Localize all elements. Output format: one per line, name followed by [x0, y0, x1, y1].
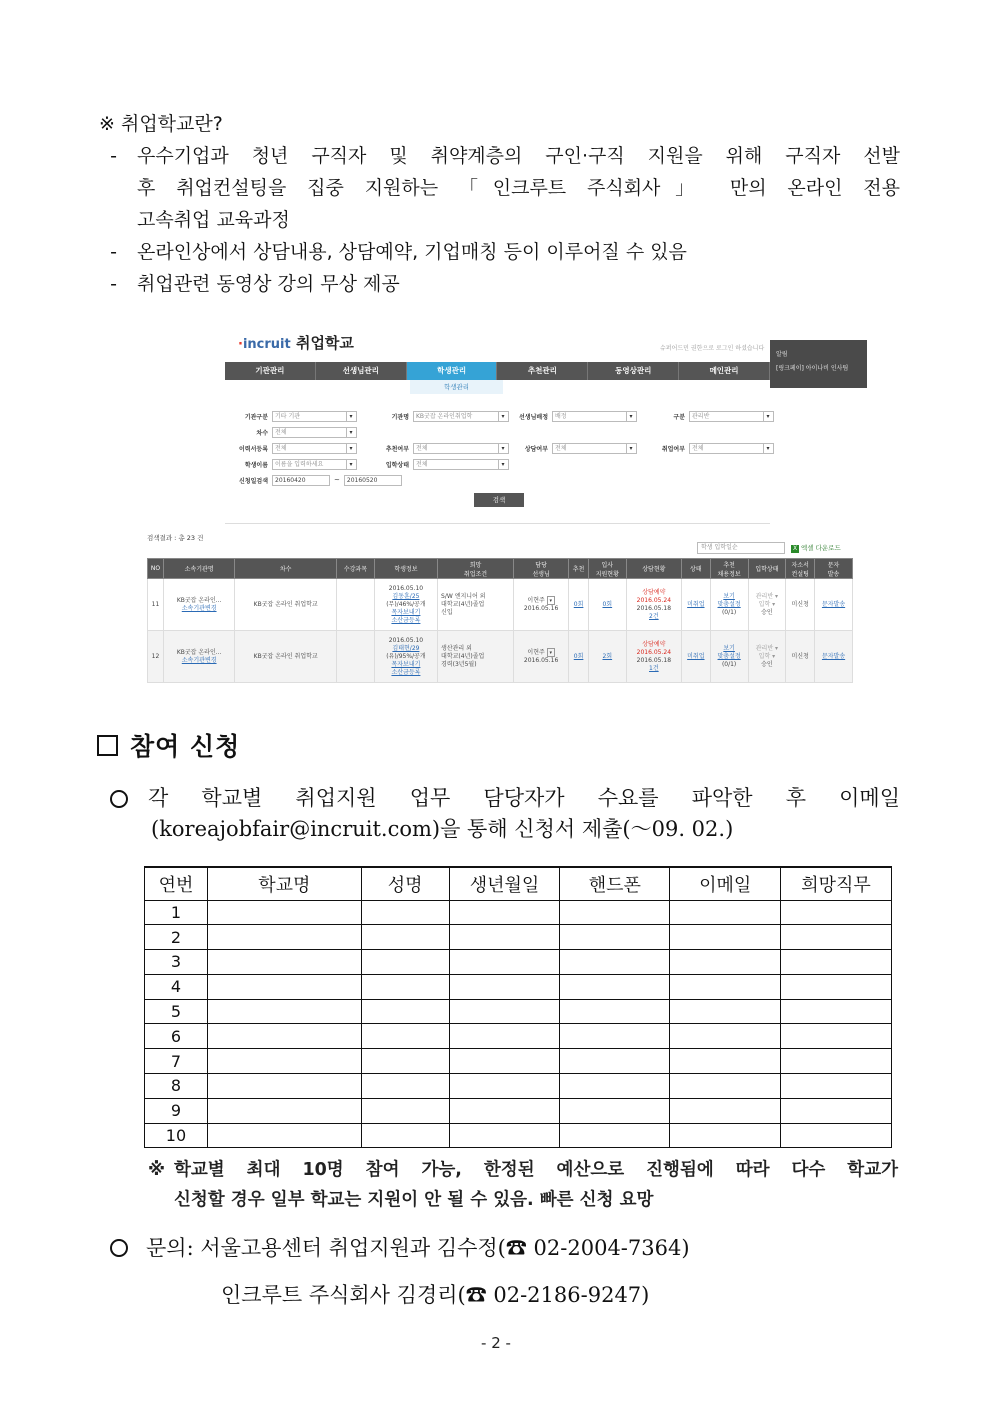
grid-col-header: 문자 발송	[815, 559, 853, 579]
table-row	[148, 579, 853, 631]
blank-cell[interactable]	[781, 900, 892, 925]
contact-block: 문의: 서울고용센터 취업지원과 김수정(☎ 02-2004-7364) 인크루트 주식회사 김경리(☎ 02-2186-9247)	[110, 1232, 890, 1311]
table-row	[145, 1098, 892, 1123]
table-row	[145, 925, 892, 950]
login-note: 슈퍼어드민 권한으로 로그인 하셨습니다	[660, 345, 765, 352]
blank-cell[interactable]	[207, 1049, 361, 1074]
table-cell	[588, 579, 626, 631]
blank-cell[interactable]	[361, 925, 449, 950]
incruit-logo: ·incruit 취업학교	[238, 334, 354, 352]
table-cell: KB굿잡 온라인 취업학교	[235, 579, 337, 631]
blank-cell[interactable]	[781, 1024, 892, 1049]
nav-item-active[interactable]: 학생관리	[407, 362, 498, 380]
table-cell: 관리반 ▾ 입학 ▾ 승인	[748, 579, 786, 631]
table-cell: 관리반 ▾ 입학 ▾ 승인	[748, 631, 786, 683]
table-row	[145, 1049, 892, 1074]
blank-cell[interactable]	[449, 1098, 560, 1123]
table-cell	[815, 631, 853, 683]
resume-select[interactable]: 전체 ▾	[272, 443, 357, 454]
blank-cell[interactable]	[781, 1098, 892, 1123]
table-cell	[588, 631, 626, 683]
blank-cell[interactable]	[207, 1074, 361, 1099]
blank-cell[interactable]	[449, 1123, 560, 1148]
table-cell: KB굿잡 온라인 취업학교	[235, 631, 337, 683]
grid-col-header: 차수	[235, 559, 337, 579]
intro-bullet: - 취업관련 동영상 강의 무상 제공	[110, 273, 400, 295]
recommend-count-link[interactable]: 0회	[573, 600, 584, 608]
status-link[interactable]: 미취업	[687, 652, 705, 660]
chevron-down-icon[interactable]: ▾	[547, 648, 555, 657]
blank-cell[interactable]	[560, 925, 670, 950]
blank-cell[interactable]	[361, 1098, 449, 1123]
excel-icon: X	[792, 545, 798, 552]
divider	[225, 523, 770, 524]
nav-item[interactable]: 선생님관리	[316, 362, 407, 380]
blank-cell[interactable]	[560, 974, 670, 999]
apply-col-header: 핸드폰	[560, 867, 670, 900]
blank-cell[interactable]	[449, 950, 560, 975]
main-nav	[225, 362, 770, 380]
student-name-input[interactable]: 이름을 입력하세요 ▾	[272, 459, 357, 470]
sms-link[interactable]: 문자발송	[821, 600, 846, 608]
blank-cell[interactable]	[207, 950, 361, 975]
table-cell: KB굿잡 온라인... 소속기관변경	[163, 631, 234, 683]
table-cell	[681, 579, 710, 631]
grid-col-header: 학생정보	[374, 559, 437, 579]
grid-col-header: 상태	[681, 559, 710, 579]
intro-bullet: - 우수기업과 청년 구직자 및 취약계층의 구인·구직 지원을 위해 구직자 선발	[110, 145, 900, 167]
view-link[interactable]: 보기	[723, 592, 735, 600]
send-link[interactable]: 목자보내기	[391, 608, 421, 616]
table-row	[145, 950, 892, 975]
consult-count-link[interactable]: 1건	[649, 664, 659, 672]
subnav-item[interactable]: 학생관리	[410, 380, 503, 394]
alert-box: 알림 [링크페이] 아이나비 인사팀	[770, 340, 867, 388]
grid-col-header: NO	[148, 559, 164, 579]
send-link[interactable]: 목자보내기	[391, 660, 421, 668]
table-cell: 보기 맞춤설정 (0/1)	[710, 579, 748, 631]
nav-item[interactable]: 추천관리	[497, 362, 588, 380]
nav-item[interactable]: 기관관리	[225, 362, 316, 380]
table-cell	[681, 631, 710, 683]
blank-cell[interactable]	[449, 1024, 560, 1049]
blank-cell[interactable]	[670, 999, 781, 1024]
date-to-input[interactable]: 20160520	[344, 475, 402, 486]
search-button[interactable]: 검색	[474, 493, 524, 507]
grid-col-header: 담당 선생님	[513, 559, 568, 579]
chevron-down-icon[interactable]: ▾	[547, 596, 555, 605]
table-cell: 생산관리 외 대학교(4년)졸업 경력(3년5월)	[438, 631, 514, 683]
blank-cell[interactable]	[207, 999, 361, 1024]
blank-cell[interactable]	[449, 1074, 560, 1099]
embedded-screenshot	[145, 330, 867, 692]
page-number: - 2 -	[481, 1334, 511, 1352]
grid-col-header: 희망 취업조건	[438, 559, 514, 579]
match-setting-link[interactable]: 맞춤설정	[717, 652, 741, 660]
intro-block: ※ 취업학교란? - 우수기업과 청년 구직자 및 취약계층의 구인·구직 지원을 위해 구직자 선발 후 취업컨설팅을 집중 지원하는 「인크루트 주식회사」 만의 온라인 전용 고속취업 교육과정 - 온라인상에서 상담내용, 상담예약, 기업매칭 등이 이루어질 수 있음 - 취업관련 동영상 강의 무상 제공	[95, 108, 900, 300]
enroll-status-select[interactable]: 입학 ▾	[758, 600, 776, 608]
enroll-status-select[interactable]: 입학 ▾	[758, 652, 776, 660]
table-cell	[337, 631, 375, 683]
enroll-select[interactable]: 전체 ▾	[413, 459, 509, 470]
view-link[interactable]: 보기	[723, 644, 735, 652]
table-cell: S/W 엔지니어 외 대학교(4년)졸업 신입	[438, 579, 514, 631]
section-title: 참여 신청	[97, 727, 240, 763]
employ-select[interactable]: 전체 ▾	[689, 443, 774, 454]
table-row	[145, 974, 892, 999]
blank-cell[interactable]	[670, 1074, 781, 1099]
grid-col-header: 입학상태	[748, 559, 786, 579]
blank-cell[interactable]	[560, 1098, 670, 1123]
grid-col-header: 상담현황	[626, 559, 681, 579]
student-name-link[interactable]: 김동훈/25	[392, 592, 420, 600]
table-row	[148, 631, 853, 683]
row-number-cell: 8	[145, 1074, 208, 1099]
row-number-cell: 1	[145, 900, 208, 925]
table-cell: 상담예약 2016.05.24 2016.05.18 1건	[626, 631, 681, 683]
table-row	[145, 1024, 892, 1049]
blank-cell[interactable]	[449, 1049, 560, 1074]
blank-cell[interactable]	[361, 1074, 449, 1099]
apply-count-link[interactable]: 2회	[602, 652, 613, 660]
student-name-link[interactable]: 김태현/29	[392, 644, 420, 652]
note-block: ※ 학교별 최대 10명 참여 가능, 한정된 예산으로 진행됨에 따라 다수 학교가 신청할 경우 일부 학교는 지원이 안 될 수 있음. 빠른 신청 요망	[148, 1160, 898, 1210]
blank-cell[interactable]	[560, 1123, 670, 1148]
blank-cell[interactable]	[449, 900, 560, 925]
table-cell: 보기 맞춤설정 (0/1)	[710, 631, 748, 683]
table-cell	[815, 579, 853, 631]
blank-cell[interactable]	[449, 974, 560, 999]
blank-cell[interactable]	[361, 1123, 449, 1148]
blank-cell[interactable]	[781, 974, 892, 999]
blank-cell[interactable]	[449, 999, 560, 1024]
row-number-cell: 5	[145, 999, 208, 1024]
blank-cell[interactable]	[207, 925, 361, 950]
org-type-select[interactable]: 기타 기관 ▾	[272, 411, 357, 422]
table-cell: 미신청	[786, 631, 815, 683]
blank-cell[interactable]	[361, 950, 449, 975]
apply-col-header: 이메일	[670, 867, 781, 900]
blank-cell[interactable]	[361, 999, 449, 1024]
type-select[interactable]: 관리반 ▾	[689, 411, 774, 422]
blank-cell[interactable]	[207, 1024, 361, 1049]
application-table	[144, 866, 892, 1148]
blank-cell[interactable]	[781, 950, 892, 975]
blank-cell[interactable]	[560, 950, 670, 975]
section-body: 각 학교별 취업지원 업무 담당자가 수요를 파악한 후 이메일 (koreajobfair@incruit.com)을 통해 신청서 제출(～09. 02.)	[110, 783, 900, 845]
blank-cell[interactable]	[361, 1024, 449, 1049]
table-row	[145, 900, 892, 925]
blank-cell[interactable]	[560, 1074, 670, 1099]
nav-item[interactable]: 메인관리	[679, 362, 770, 380]
excel-download-button[interactable]: X 엑셀 다운로드	[792, 544, 841, 552]
circle-bullet-icon	[110, 790, 128, 808]
register-link[interactable]: 소산금등록	[391, 616, 421, 624]
intro-heading: ※ 취업학교란?	[99, 113, 223, 135]
blank-cell[interactable]	[560, 999, 670, 1024]
grid-col-header: 수강과목	[337, 559, 375, 579]
round-select[interactable]: 전체 ▾	[272, 427, 357, 438]
status-link[interactable]: 미취업	[687, 600, 705, 608]
org-change-link[interactable]: 소속기관변경	[181, 604, 217, 612]
blank-cell[interactable]	[207, 1098, 361, 1123]
table-cell	[569, 631, 589, 683]
student-table	[147, 558, 853, 683]
apply-col-header: 희망직무	[781, 867, 892, 900]
filter-panel: 기관구분 기타 기관 ▾ 기관명 KB굿잡 온라인취업학 ▾ 선생님배정 배정 ▾ 구분 관리반 ▾ 차수 전체 ▾ 이력서등록 전체 ▾ 추천여부 전체 ▾ 상담여부 전체 ▾ 취업여부 전체 ▾ 학생이름 이름을 입력하세요 ▾ 입학상태 전체 ▾ 신청일검색 20160420 ~ 20160520	[229, 408, 789, 488]
blank-cell[interactable]	[670, 1024, 781, 1049]
org-name-select[interactable]: KB굿잡 온라인취업학 ▾	[413, 411, 509, 422]
blank-cell[interactable]	[670, 900, 781, 925]
grid-col-header: 입사 지원현황	[588, 559, 626, 579]
grid-col-header: 추천	[569, 559, 589, 579]
blank-cell[interactable]	[560, 1049, 670, 1074]
result-count: 검색결과 : 총 23 건	[147, 534, 204, 542]
table-cell: 이현주 ▾ 2016.05.16	[513, 631, 568, 683]
grid-col-header: 소속기관명	[163, 559, 234, 579]
blank-cell[interactable]	[207, 1123, 361, 1148]
blank-cell[interactable]	[207, 974, 361, 999]
consult-count-link[interactable]: 2건	[649, 612, 659, 620]
org-change-link[interactable]: 소속기관변경	[181, 656, 217, 664]
apply-count-link[interactable]: 0회	[602, 600, 613, 608]
match-setting-link[interactable]: 맞춤설정	[717, 600, 741, 608]
table-row	[145, 1123, 892, 1148]
blank-cell[interactable]	[361, 900, 449, 925]
sms-link[interactable]: 문자발송	[821, 652, 846, 660]
nav-item[interactable]: 동영상관리	[588, 362, 679, 380]
table-row	[145, 1074, 892, 1099]
row-number-cell: 3	[145, 950, 208, 975]
circle-bullet-icon	[110, 1239, 128, 1257]
blank-cell[interactable]	[781, 999, 892, 1024]
teacher-select[interactable]: 배정 ▾	[552, 411, 637, 422]
row-number-cell: 6	[145, 1024, 208, 1049]
apply-col-header: 생년월일	[449, 867, 560, 900]
blank-cell[interactable]	[361, 974, 449, 999]
blank-cell[interactable]	[781, 1123, 892, 1148]
table-cell: 상담예약 2016.05.24 2016.05.18 2건	[626, 579, 681, 631]
apply-col-header: 학교명	[207, 867, 361, 900]
intro-bullet: - 온라인상에서 상담내용, 상담예약, 기업매칭 등이 이루어질 수 있음	[110, 241, 687, 263]
date-from-input[interactable]: 20160420	[272, 475, 330, 486]
table-cell	[569, 579, 589, 631]
blank-cell[interactable]	[781, 925, 892, 950]
blank-cell[interactable]	[560, 900, 670, 925]
enroll-class-select[interactable]: 관리반 ▾	[755, 644, 779, 652]
blank-cell[interactable]	[781, 1049, 892, 1074]
blank-cell[interactable]	[361, 1049, 449, 1074]
grid-col-header: 자소서 컨설팅	[786, 559, 815, 579]
table-cell: 미신청	[786, 579, 815, 631]
blank-cell[interactable]	[670, 1123, 781, 1148]
apply-col-header: 성명	[361, 867, 449, 900]
register-link[interactable]: 소산금등록	[391, 668, 421, 676]
blank-cell[interactable]	[670, 974, 781, 999]
row-number-cell: 9	[145, 1098, 208, 1123]
checkbox-square-icon	[97, 735, 118, 756]
table-cell: 12	[148, 631, 164, 683]
table-cell: 11	[148, 579, 164, 631]
sort-select[interactable]: 학생 입학일순	[697, 542, 785, 554]
blank-cell[interactable]	[560, 1024, 670, 1049]
blank-cell[interactable]	[207, 900, 361, 925]
blank-cell[interactable]	[670, 950, 781, 975]
blank-cell[interactable]	[449, 925, 560, 950]
row-number-cell: 10	[145, 1123, 208, 1148]
table-row	[145, 999, 892, 1024]
blank-cell[interactable]	[670, 925, 781, 950]
table-cell: 2016.05.10 김태현/29 (유)/95%/공개 목자보내기 소산금등록	[374, 631, 437, 683]
apply-col-header: 연번	[145, 867, 208, 900]
recommend-select[interactable]: 전체 ▾	[413, 443, 509, 454]
blank-cell[interactable]	[781, 1074, 892, 1099]
table-cell	[337, 579, 375, 631]
table-cell: 2016.05.10 김동훈/25 (무)/46%/공개 목자보내기 소산금등록	[374, 579, 437, 631]
grid-col-header: 추천 채용정보	[710, 559, 748, 579]
table-cell: 이현주 ▾ 2016.05.16	[513, 579, 568, 631]
row-number-cell: 7	[145, 1049, 208, 1074]
recommend-count-link[interactable]: 0회	[573, 652, 584, 660]
blank-cell[interactable]	[670, 1098, 781, 1123]
enroll-class-select[interactable]: 관리반 ▾	[755, 592, 779, 600]
row-number-cell: 2	[145, 925, 208, 950]
row-number-cell: 4	[145, 974, 208, 999]
consult-select[interactable]: 전체 ▾	[552, 443, 637, 454]
table-cell: KB굿잡 온라인... 소속기관변경	[163, 579, 234, 631]
blank-cell[interactable]	[670, 1049, 781, 1074]
